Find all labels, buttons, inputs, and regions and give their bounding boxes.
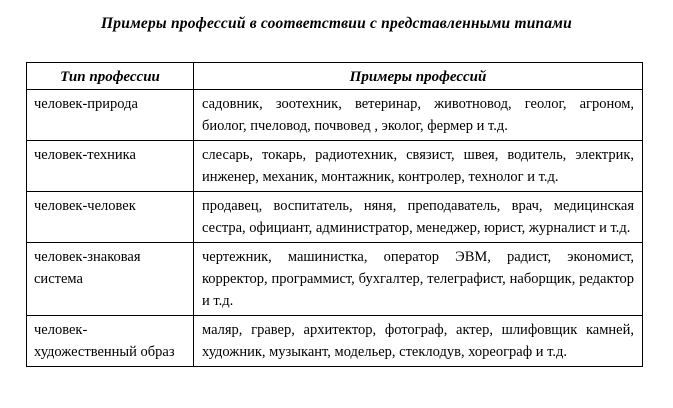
professions-table (26, 62, 643, 367)
column-header-profession-examples: Примеры профессий (194, 63, 643, 90)
profession-examples-cell: продавец, воспитатель, няня, преподаватель, врач, медицинская сестра, официант, администратор, менеджер, юрист, журналист и т.д. (194, 192, 643, 243)
profession-type-cell: человек-природа (27, 90, 194, 141)
profession-type-cell: человек-техника (27, 141, 194, 192)
profession-examples-cell: маляр, гравер, архитектор, фотограф, актер, шлифовщик камней, художник, музыкант, модельер, стеклодув, хореограф и т.д. (194, 316, 643, 367)
table-row (27, 141, 643, 192)
profession-examples-cell: садовник, зоотехник, ветеринар, животновод, геолог, агроном, биолог, пчеловод, почвовед , эколог, фермер и т.д. (194, 90, 643, 141)
table-row (27, 192, 643, 243)
profession-examples-cell: слесарь, токарь, радиотехник, связист, швея, водитель, электрик, инженер, механик, монтажник, контролер, технолог и т.д. (194, 141, 643, 192)
table-row (27, 316, 643, 367)
page-title: Примеры профессий в соответствии с представленными типами (101, 15, 572, 32)
profession-type-cell: человек-художественный образ (27, 316, 194, 367)
profession-type-cell: человек-человек (27, 192, 194, 243)
table-row (27, 243, 643, 316)
profession-examples-cell: чертежник, машинистка, оператор ЭВМ, радист, экономист, корректор, программист, бухгалтер, телеграфист, наборщик, редактор и т.д. (194, 243, 643, 316)
header-row (27, 63, 643, 90)
profession-type-cell: человек-знаковая система (27, 243, 194, 316)
column-header-profession-type: Тип профессии (27, 63, 194, 90)
table-row (27, 90, 643, 141)
